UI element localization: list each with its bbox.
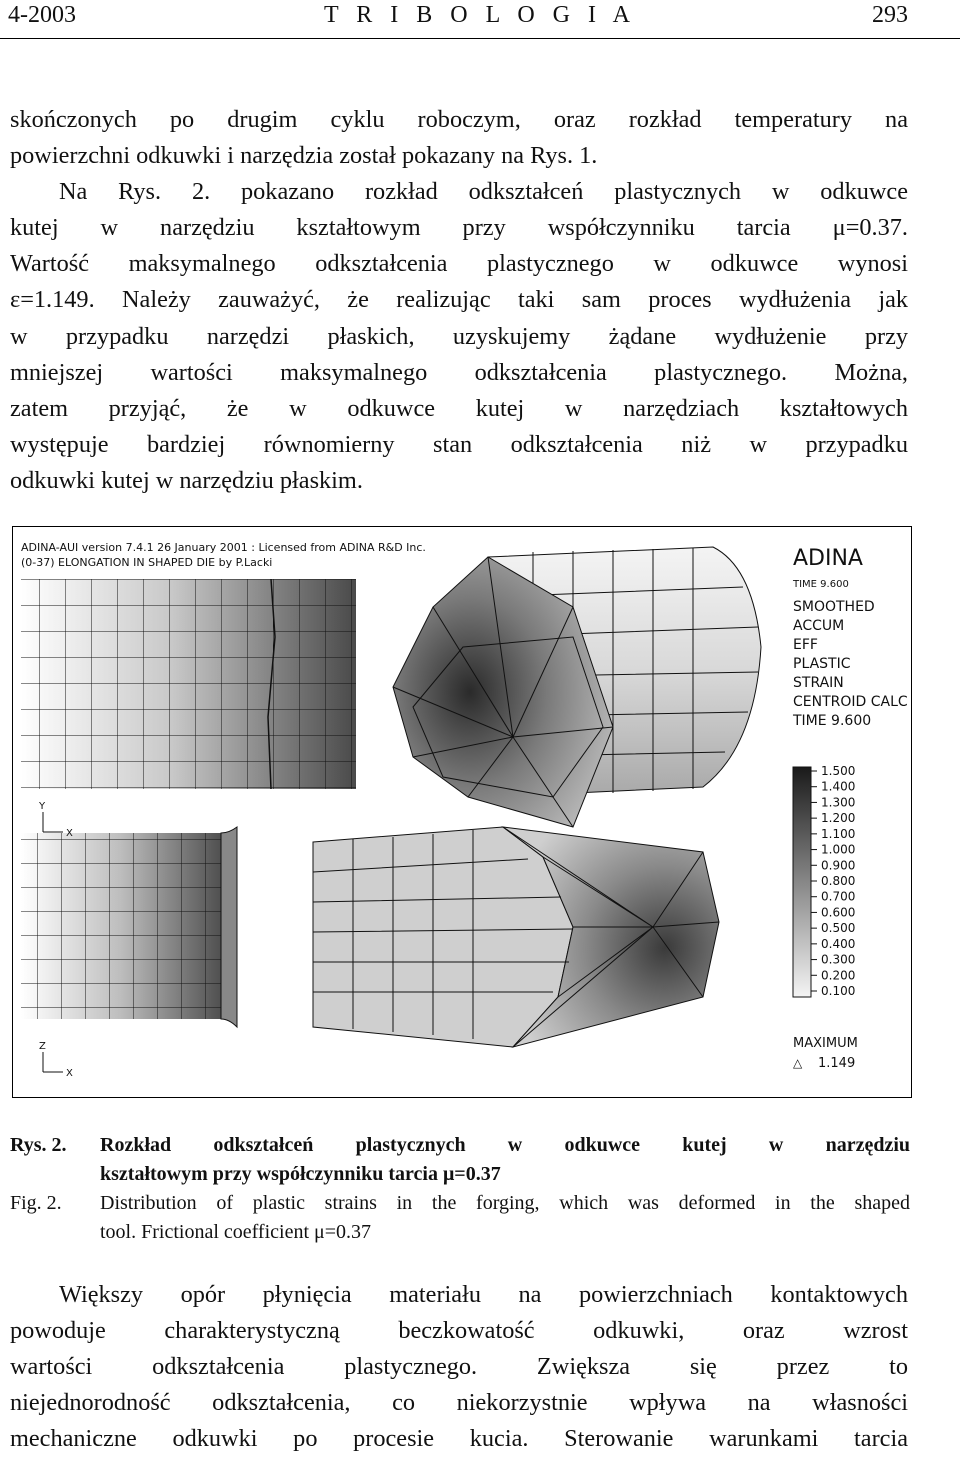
- legend-value: 0.300: [821, 952, 856, 967]
- legend-value: 1.100: [821, 826, 856, 841]
- legend-title: [792, 599, 908, 729]
- caption-number: Rys. 2.: [10, 1134, 67, 1156]
- text-line: mechaniczne odkuwki po procesie kucia. Sterowanie warunkami tarcia: [10, 1425, 908, 1453]
- caption-polish: [10, 1131, 910, 1189]
- flat-view-bottom: [21, 827, 237, 1027]
- axis-label-x-2: X: [66, 1068, 73, 1079]
- fem-figure-svg: [13, 527, 911, 1097]
- text-line: powoduje charakterystyczną beczkowatość odkuwki, oraz wzrost: [10, 1317, 908, 1345]
- text-line: niejednorodność odkształcenia, co niekorzystnie wpływa na własności: [10, 1389, 908, 1417]
- journal-issue: 4-2003: [8, 2, 76, 28]
- legend-value: 0.700: [821, 889, 856, 904]
- axis-label-z: Z: [39, 1041, 46, 1052]
- text-line: powierzchni odkuwki i narzędzia został pokazany na Rys. 1.: [10, 142, 598, 170]
- fem-figure: [12, 526, 912, 1098]
- figure-info-line-1: ADINA-AUI version 7.4.1 26 January 2001 : Licensed from ADINA R&D Inc.: [21, 541, 426, 554]
- legend-value: 0.800: [821, 874, 856, 888]
- journal-title: T R I B O L O G I A: [324, 2, 636, 28]
- cylinder-3d-view: [393, 547, 761, 827]
- text-line: Wartość maksymalnego odkształcenia plastycznego w odkuwce wynosi: [10, 250, 908, 278]
- legend-colorbar: [793, 767, 811, 997]
- legend-title-line: EFF: [793, 637, 818, 653]
- maximum-label: MAXIMUM: [793, 1036, 858, 1051]
- page-header: [0, 0, 960, 39]
- text-line: skończonych po drugim cyklu roboczym, oraz rozkład temperatury na: [10, 106, 908, 133]
- caption-line: Rozkład odkształceń plastycznych w odkuwce kutej w narzędziu: [100, 1134, 910, 1156]
- legend-value: 1.500: [821, 764, 856, 778]
- legend-value: 0.400: [821, 936, 856, 951]
- axis-label-x: X: [66, 828, 73, 839]
- figure-info-line-2: (0-37) ELONGATION IN SHAPED DIE by P.Lacki: [21, 556, 273, 569]
- legend-value: 0.500: [821, 921, 856, 936]
- text-line: Większy opór płynięcia materiału na powierzchniach kontaktowych: [59, 1281, 908, 1308]
- legend-title-line: TIME 9.600: [793, 713, 872, 729]
- body-paragraph-2: [10, 1277, 908, 1457]
- legend-value: 0.200: [821, 968, 856, 983]
- maximum-triangle-icon: △: [793, 1056, 803, 1070]
- caption-line: tool. Frictional coefficient μ=0.37: [100, 1221, 372, 1243]
- time-small: TIME 9.600: [793, 579, 849, 590]
- cylinder-bottom-view: [313, 827, 719, 1047]
- legend-value: 1.400: [821, 779, 856, 794]
- text-line: kutej w narzędziu kształtowym przy współczynniku tarcia μ=0.37.: [10, 214, 908, 242]
- caption-line: Distribution of plastic strains in the forging, which was deformed in the shaped: [100, 1192, 910, 1214]
- text-line: odkuwki kutej w narzędziu płaskim.: [10, 466, 363, 494]
- body-paragraph-1: [10, 102, 908, 499]
- text-line: zatem przyjąć, że w odkuwce kutej w narzędziach kształtowych: [10, 394, 908, 422]
- caption-line: kształtowym przy współczynniku tarcia μ=0.37: [100, 1163, 501, 1185]
- legend-title-line: PLASTIC: [793, 656, 851, 672]
- legend-value: 1.200: [821, 811, 856, 826]
- legend-values: [811, 764, 855, 998]
- maximum-value: 1.149: [818, 1056, 856, 1071]
- legend-value: 1.300: [821, 795, 856, 810]
- legend-title-line: STRAIN: [793, 675, 844, 691]
- legend-value: 0.600: [821, 905, 856, 920]
- text-line: Na Rys. 2. pokazano rozkład odkształceń plastycznych w odkuwce: [59, 178, 908, 206]
- text-line: ε=1.149. Należy zauważyć, że realizując taki sam proces wydłużenia jak: [10, 286, 908, 314]
- page-number: 293: [872, 2, 908, 28]
- text-line: w przypadku narzędzi płaskich, uzyskujemy żądane wydłużenie przy: [10, 322, 908, 350]
- text-line: mniejszej wartości maksymalnego odkształcenia plastycznego. Można,: [10, 358, 908, 386]
- caption-english: [10, 1189, 910, 1247]
- flat-view-top: [21, 579, 356, 789]
- adina-brand: ADINA: [793, 546, 863, 571]
- legend-title-line: ACCUM: [793, 618, 845, 634]
- axis-label-y: Y: [39, 801, 46, 812]
- text-line: wartości odkształcenia plastycznego. Zwiększa się przez to: [10, 1353, 908, 1381]
- legend-value: 0.100: [821, 984, 856, 998]
- legend-title-line: SMOOTHED: [793, 599, 875, 615]
- caption-number: Fig. 2.: [10, 1192, 62, 1214]
- legend-title-line: CENTROID CALC: [793, 694, 908, 710]
- legend-value: 0.900: [821, 858, 856, 873]
- legend-value: 1.000: [821, 842, 856, 857]
- text-line: występuje bardziej równomierny stan odkształcenia niż w przypadku: [10, 430, 908, 458]
